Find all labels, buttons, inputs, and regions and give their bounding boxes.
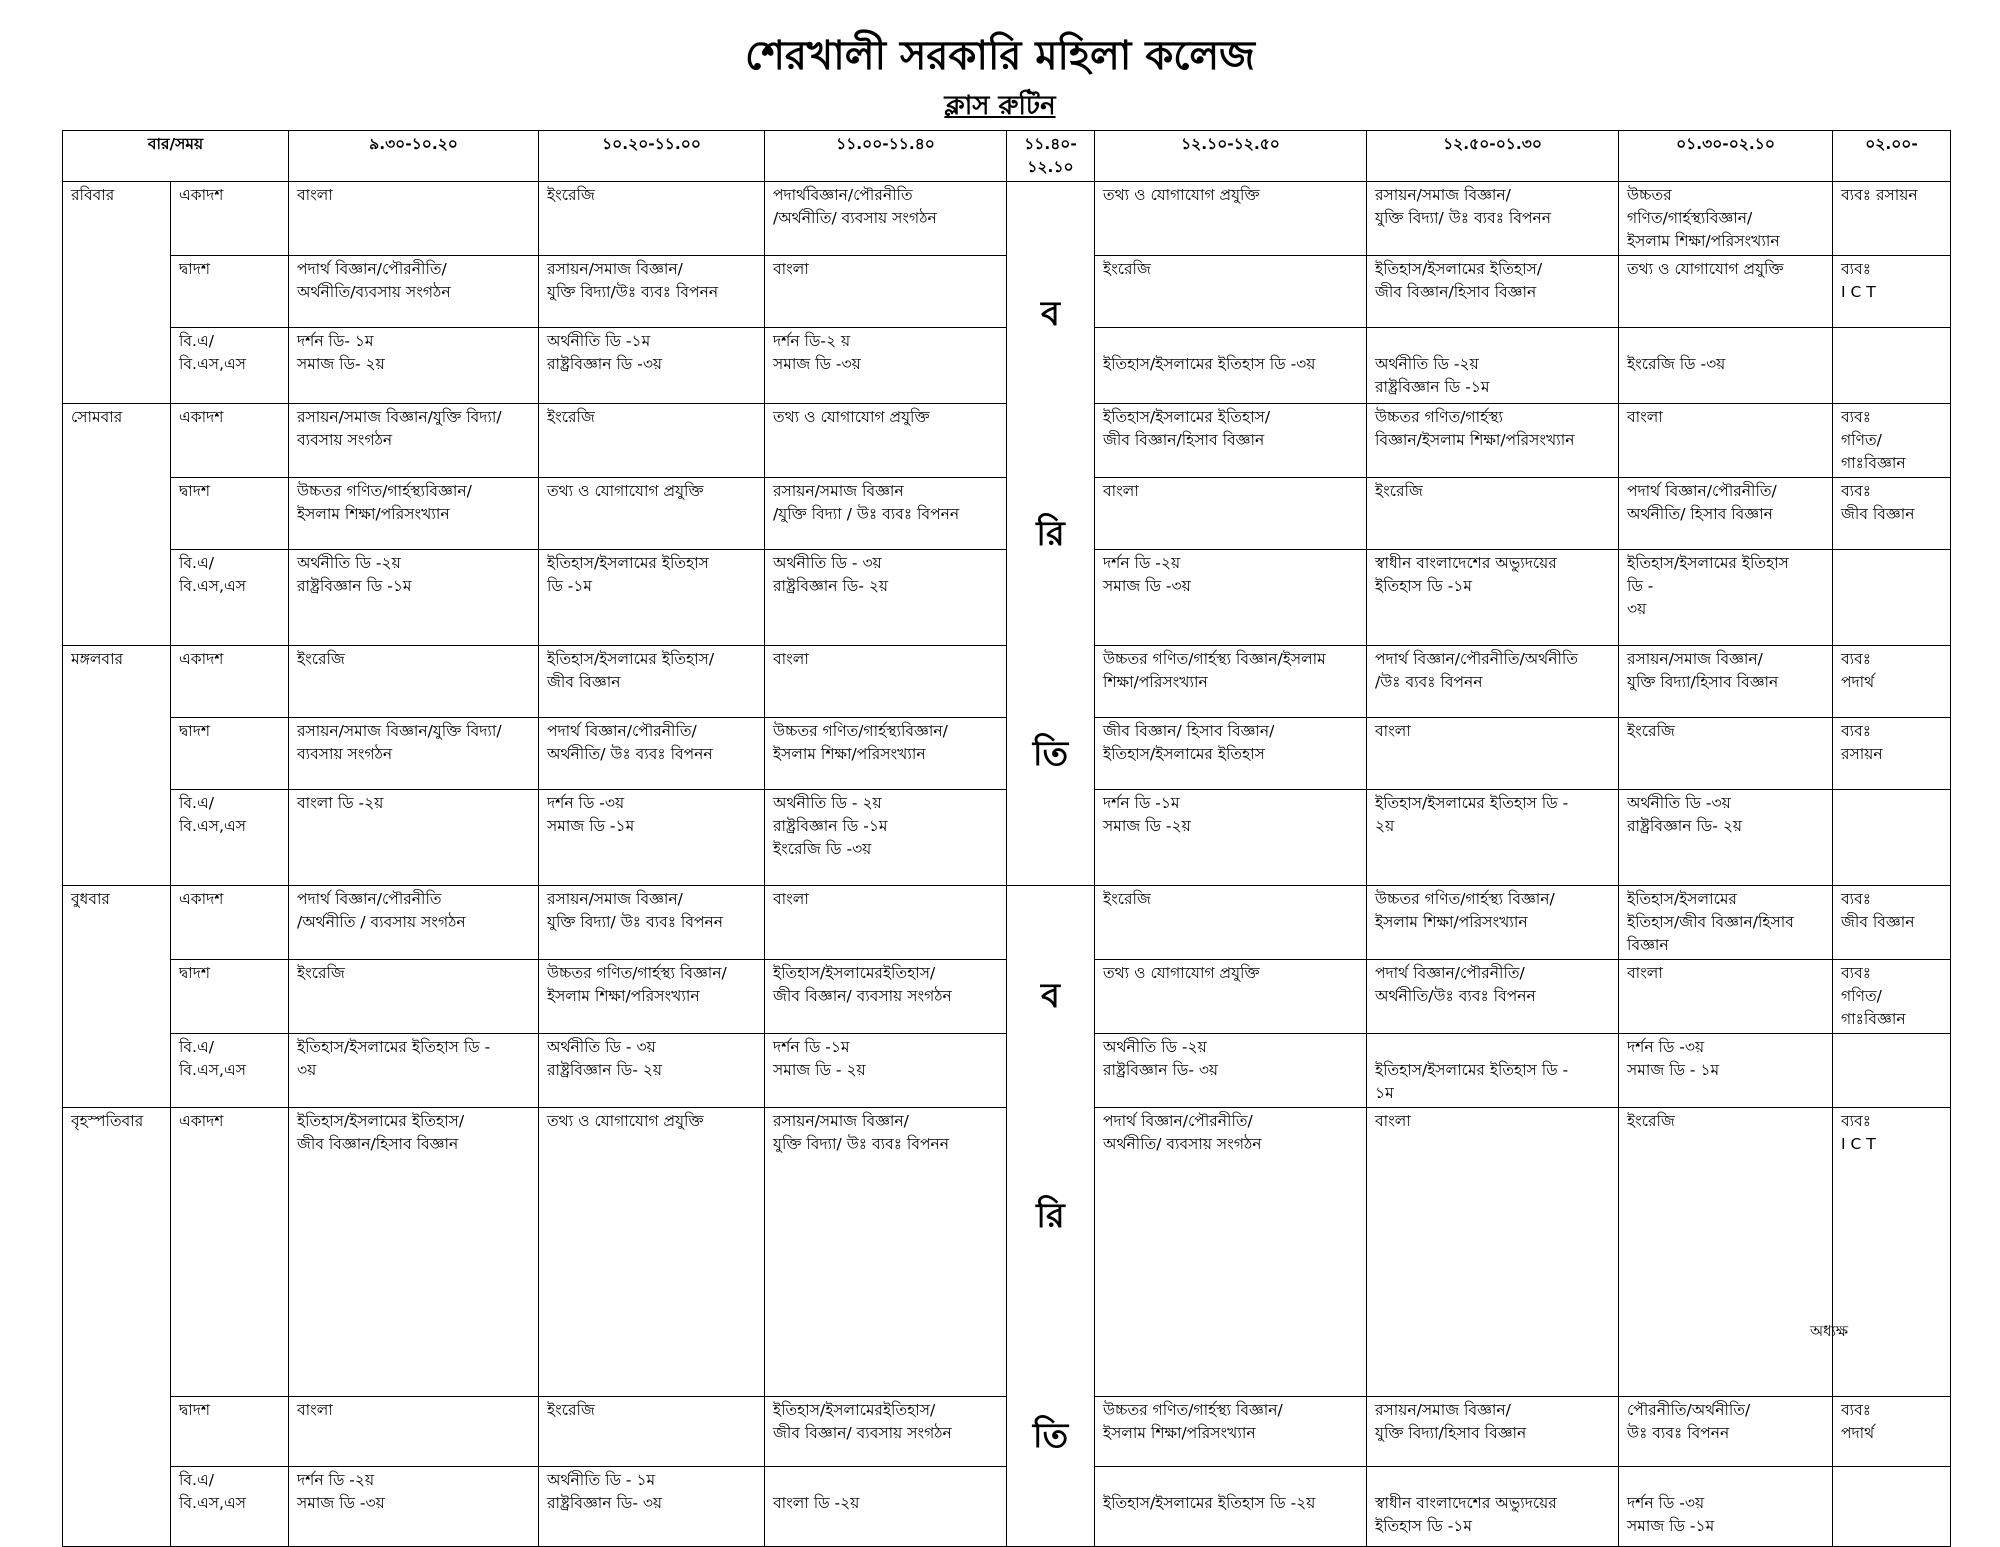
routine-cell: ইংরেজি (1619, 1108, 1833, 1397)
routine-cell: দর্শন ডি -১ম সমাজ ডি -২য় (1095, 790, 1367, 886)
routine-cell: পদার্থ বিজ্ঞান/পৌরনীতি/ অর্থনীতি/ উঃ ব্যবঃ বিপনন (539, 718, 765, 790)
routine-cell: রসায়ন/সমাজ বিজ্ঞান/যুক্তি বিদ্যা/ ব্যবসায় সংগঠন (289, 404, 539, 478)
routine-cell: পৌরনীতি/অর্থনীতি/ উঃ ব্যবঃ বিপনন (1619, 1397, 1833, 1467)
college-title: শেরখালী সরকারি মহিলা কলেজ (745, 33, 1255, 79)
routine-cell: পদার্থ বিজ্ঞান/পৌরনীতি/ অর্থনীতি/ব্যবসায় সংগঠন (289, 256, 539, 328)
routine-cell: ইংরেজি (1367, 478, 1619, 550)
routine-cell: ইতিহাস/ইসলামের ইতিহাস ডি -১ম (539, 550, 765, 646)
class-level-cell: বি.এ/ বি.এস,এস (171, 1034, 289, 1108)
routine-cell: দর্শন ডি-২ য় সমাজ ডি -৩য় (765, 328, 1007, 404)
routine-cell: ইতিহাস/ইসলামের ইতিহাস/ জীব বিজ্ঞান (539, 646, 765, 718)
break-letter: রি (1036, 513, 1065, 554)
routine-cell: ব্যবঃ রসায়ন (1833, 182, 1951, 256)
class-level-cell: দ্বাদশ (171, 478, 289, 550)
break-column-cell (1007, 182, 1095, 886)
class-level-cell: দ্বাদশ (171, 718, 289, 790)
table-row (63, 886, 1951, 960)
routine-cell: ব্যবঃ পদার্থ (1833, 1397, 1951, 1467)
routine-cell: ব্যবঃ I C T (1833, 256, 1951, 328)
routine-cell: জীব বিজ্ঞান/ হিসাব বিজ্ঞান/ ইতিহাস/ইসলামের ইতিহাস (1095, 718, 1367, 790)
routine-cell: স্বাধীন বাংলাদেশের অভ্যুদয়ের ইতিহাস ডি -১ম (1367, 550, 1619, 646)
table-row (63, 1397, 1951, 1467)
routine-cell: ব্যবঃ পদার্থ (1833, 646, 1951, 718)
routine-cell: ইতিহাস/ইসলামের ইতিহাস ডি - ৩য় (1619, 550, 1833, 646)
routine-cell: পদার্থ বিজ্ঞান/পৌরনীতি /অর্থনীতি / ব্যবসায় সংগঠন (289, 886, 539, 960)
routine-cell: রসায়ন/সমাজ বিজ্ঞান/ যুক্তি বিদ্যা/ উঃ ব্যবঃ বিপনন (765, 1108, 1007, 1397)
routine-cell: ব্যবঃ জীব বিজ্ঞান (1833, 886, 1951, 960)
break-letter: ব (1041, 976, 1060, 1016)
routine-cell: ইংরেজি (539, 1397, 765, 1467)
class-routine-table (62, 130, 1951, 1547)
day-name-cell: মঙ্গলবার (63, 646, 171, 886)
day-name-cell: সোমবার (63, 404, 171, 646)
table-row (63, 182, 1951, 256)
routine-cell: বাংলা (765, 646, 1007, 718)
routine-cell: উচ্চতর গণিত/গার্হস্থ্য বিজ্ঞান/ ইসলাম শিক্ষা/পরিসংখ্যান (1367, 886, 1619, 960)
routine-cell: তথ্য ও যোগাযোগ প্রযুক্তি (1095, 182, 1367, 256)
routine-cell: রসায়ন/সমাজ বিজ্ঞান/ যুক্তি বিদ্যা/হিসাব বিজ্ঞান (1619, 646, 1833, 718)
header-slot-3: ১১.০০-১১.৪০ (765, 131, 1007, 182)
principal-signature-label: অধ্যক্ষ (1810, 1322, 1848, 1340)
routine-cell: অর্থনীতি ডি - ৩য় রাষ্ট্রবিজ্ঞান ডি- ২য় (765, 550, 1007, 646)
routine-cell: অর্থনীতি ডি - ১ম রাষ্ট্রবিজ্ঞান ডি- ৩য় (539, 1467, 765, 1547)
routine-cell: রসায়ন/সমাজ বিজ্ঞান/যুক্তি বিদ্যা/ ব্যবসায় সংগঠন (289, 718, 539, 790)
routine-cell: অর্থনীতি ডি -৩য় রাষ্ট্রবিজ্ঞান ডি- ২য় (1619, 790, 1833, 886)
class-level-cell: দ্বাদশ (171, 256, 289, 328)
table-row (63, 646, 1951, 718)
table-row (63, 478, 1951, 550)
routine-cell: তথ্য ও যোগাযোগ প্রযুক্তি (539, 1108, 765, 1397)
routine-cell: ইতিহাস/ইসলামের ইতিহাস/ জীব বিজ্ঞান/হিসাব বিজ্ঞান (1367, 256, 1619, 328)
routine-cell: বাংলা (289, 182, 539, 256)
routine-cell: ইতিহাস/ইসলামের ইতিহাস ডি -২য় (1095, 1467, 1367, 1547)
routine-cell: উচ্চতর গণিত/গার্হস্থ্য বিজ্ঞান/ইসলাম শিক্ষা/পরিসংখ্যান (1367, 404, 1619, 478)
routine-cell: ব্যবঃ রসায়ন (1833, 718, 1951, 790)
table-row (63, 1034, 1951, 1108)
class-level-cell: দ্বাদশ (171, 960, 289, 1034)
table-row (63, 550, 1951, 646)
class-level-cell: বি.এ/ বি.এস,এস (171, 1467, 289, 1547)
routine-cell: দর্শন ডি -৩য় সমাজ ডি - ১ম (1619, 1034, 1833, 1108)
routine-cell: বাংলা (1619, 404, 1833, 478)
class-level-cell: একাদশ (171, 404, 289, 478)
routine-cell: বাংলা (1367, 1108, 1619, 1397)
header-break: ১১.৪০- ১২.১০ (1007, 131, 1095, 182)
class-level-cell: বি.এ/ বি.এস,এস (171, 790, 289, 886)
routine-cell: ইতিহাস/ইসলামের ইতিহাস/ জীব বিজ্ঞান/হিসাব বিজ্ঞান (289, 1108, 539, 1397)
table-body (63, 182, 1951, 1547)
routine-cell: স্বাধীন বাংলাদেশের অভ্যুদয়ের ইতিহাস ডি -১ম (1367, 1467, 1619, 1547)
routine-cell: তথ্য ও যোগাযোগ প্রযুক্তি (1095, 960, 1367, 1034)
routine-cell: উচ্চতর গণিত/গার্হস্থ্যবিজ্ঞান/ ইসলাম শিক্ষা/পরিসংখ্যান (289, 478, 539, 550)
class-level-cell: একাদশ (171, 182, 289, 256)
routine-cell: পদার্থ বিজ্ঞান/পৌরনীতি/ অর্থনীতি/ হিসাব বিজ্ঞান (1619, 478, 1833, 550)
routine-cell: বাংলা (1095, 478, 1367, 550)
routine-cell: ব্যবঃ গণিত/ গাঃবিজ্ঞান (1833, 404, 1951, 478)
routine-cell: ইংরেজি (1619, 718, 1833, 790)
table-row (63, 256, 1951, 328)
routine-cell (1833, 328, 1951, 404)
routine-cell: ইতিহাস/ইসলামের ইতিহাস/ জীব বিজ্ঞান/হিসাব বিজ্ঞান (1095, 404, 1367, 478)
routine-cell: অর্থনীতি ডি -১ম রাষ্ট্রবিজ্ঞান ডি -৩য় (539, 328, 765, 404)
routine-cell: রসায়ন/সমাজ বিজ্ঞান/ যুক্তি বিদ্যা/হিসাব বিজ্ঞান (1367, 1397, 1619, 1467)
break-letter: ব (1041, 293, 1060, 334)
routine-cell: ইতিহাস/ইসলামেরইতিহাস/ জীব বিজ্ঞান/ ব্যবসায় সংগঠন (765, 960, 1007, 1034)
routine-cell: উচ্চতর গণিত/গার্হস্থ্যবিজ্ঞান/ ইসলাম শিক্ষা/পরিসংখ্যান (765, 718, 1007, 790)
routine-cell: ইংরেজি (289, 960, 539, 1034)
routine-cell: অর্থনীতি ডি -২য় রাষ্ট্রবিজ্ঞান ডি -১ম (1367, 328, 1619, 404)
class-level-cell: দ্বাদশ (171, 1397, 289, 1467)
routine-cell: অর্থনীতি ডি - ২য় রাষ্ট্রবিজ্ঞান ডি -১ম ইংরেজি ডি -৩য় (765, 790, 1007, 886)
routine-cell: ব্যবঃ জীব বিজ্ঞান (1833, 478, 1951, 550)
routine-cell: রসায়ন/সমাজ বিজ্ঞান/ যুক্তি বিদ্যা/ উঃ ব্যবঃ বিপনন (1367, 182, 1619, 256)
routine-cell: দর্শন ডি -২য় সমাজ ডি -৩য় (1095, 550, 1367, 646)
day-name-cell: রবিবার (63, 182, 171, 404)
table-row (63, 1108, 1951, 1397)
break-letter: তি (1032, 1416, 1069, 1456)
class-level-cell: বি.এ/ বি.এস,এস (171, 328, 289, 404)
routine-cell: বাংলা ডি -২য় (289, 790, 539, 886)
routine-cell: অর্থনীতি ডি - ৩য় রাষ্ট্রবিজ্ঞান ডি- ২য় (539, 1034, 765, 1108)
routine-cell: পদার্থ বিজ্ঞান/পৌরনীতি/ অর্থনীতি/উঃ ব্যবঃ বিপনন (1367, 960, 1619, 1034)
routine-cell: অর্থনীতি ডি -২য় রাষ্ট্রবিজ্ঞান ডি- ৩য় (1095, 1034, 1367, 1108)
routine-cell (1833, 1467, 1951, 1547)
routine-cell: রসায়ন/সমাজ বিজ্ঞান/ যুক্তি বিদ্যা/ উঃ ব্যবঃ বিপনন (539, 886, 765, 960)
routine-cell: দর্শন ডি- ১ম সমাজ ডি- ২য় (289, 328, 539, 404)
header-slot-5: ১২.৫০-০১.৩০ (1367, 131, 1619, 182)
break-letter: রি (1036, 1196, 1065, 1236)
header-slot-4: ১২.১০-১২.৫০ (1095, 131, 1367, 182)
table-row (63, 790, 1951, 886)
routine-cell: ইংরেজি ডি -৩য় (1619, 328, 1833, 404)
routine-cell: ইতিহাস/ইসলামের ইতিহাস ডি - ৩য় (289, 1034, 539, 1108)
routine-cell: ইংরেজি (1095, 256, 1367, 328)
table-header (63, 131, 1951, 182)
header-slot-6: ০১.৩০-০২.১০ (1619, 131, 1833, 182)
routine-cell: ইতিহাস/ইসলামেরইতিহাস/ জীব বিজ্ঞান/ ব্যবসায় সংগঠন (765, 1397, 1007, 1467)
routine-cell: তথ্য ও যোগাযোগ প্রযুক্তি (1619, 256, 1833, 328)
routine-cell: উচ্চতর গণিত/গার্হস্থ্য বিজ্ঞান/ ইসলাম শিক্ষা/পরিসংখ্যান (1095, 1397, 1367, 1467)
routine-cell: ইংরেজি (539, 404, 765, 478)
routine-cell: ইংরেজি (539, 182, 765, 256)
day-name-cell: বুধবার (63, 886, 171, 1108)
routine-cell: দর্শন ডি -২য় সমাজ ডি -৩য় (289, 1467, 539, 1547)
table-row (63, 718, 1951, 790)
routine-cell: ইতিহাস/ইসলামের ইতিহাস ডি -৩য় (1095, 328, 1367, 404)
routine-subtitle (0, 88, 2000, 124)
table-row (63, 328, 1951, 404)
table-row (63, 960, 1951, 1034)
header-slot-7: ০২.০০- (1833, 131, 1951, 182)
routine-cell: ব্যবঃ গণিত/ গাঃবিজ্ঞান (1833, 960, 1951, 1034)
routine-cell: ইতিহাস/ইসলামের ইতিহাস/জীব বিজ্ঞান/হিসাব বিজ্ঞান (1619, 886, 1833, 960)
class-level-cell: বি.এ/ বি.এস,এস (171, 550, 289, 646)
routine-cell: পদার্থ বিজ্ঞান/পৌরনীতি/অর্থনীতি /উঃ ব্যবঃ বিপনন (1367, 646, 1619, 718)
header-slot-1: ৯.৩০-১০.২০ (289, 131, 539, 182)
routine-cell: ব্যবঃ I C T (1833, 1108, 1951, 1397)
table-row (63, 404, 1951, 478)
routine-cell: বাংলা (765, 886, 1007, 960)
routine-cell: বাংলা (289, 1397, 539, 1467)
break-column-cell (1007, 886, 1095, 1547)
break-letter: তি (1032, 733, 1069, 774)
routine-cell: ইংরেজি (289, 646, 539, 718)
routine-cell: পদার্থ বিজ্ঞান/পৌরনীতি/ অর্থনীতি/ ব্যবসায় সংগঠন (1095, 1108, 1367, 1397)
header-row (63, 131, 1951, 182)
routine-cell: তথ্য ও যোগাযোগ প্রযুক্তি (765, 404, 1007, 478)
routine-cell: তথ্য ও যোগাযোগ প্রযুক্তি (539, 478, 765, 550)
routine-cell: ইতিহাস/ইসলামের ইতিহাস ডি - ১ম (1367, 1034, 1619, 1108)
class-level-cell: একাদশ (171, 886, 289, 960)
routine-cell: ইংরেজি (1095, 886, 1367, 960)
routine-cell: উচ্চতর গণিত/গার্হস্থ্যবিজ্ঞান/ ইসলাম শিক্ষা/পরিসংখ্যান (1619, 182, 1833, 256)
routine-cell: ইতিহাস/ইসলামের ইতিহাস ডি - ২য় (1367, 790, 1619, 886)
table-row (63, 1467, 1951, 1547)
header-day-time: বার/সময় (63, 131, 289, 182)
routine-cell: অর্থনীতি ডি -২য় রাষ্ট্রবিজ্ঞান ডি -১ম (289, 550, 539, 646)
routine-cell: উচ্চতর গণিত/গার্হস্থ্য বিজ্ঞান/ইসলাম শিক্ষা/পরিসংখ্যান (1095, 646, 1367, 718)
routine-cell: বাংলা (765, 256, 1007, 328)
routine-cell: দর্শন ডি -১ম সমাজ ডি - ২য় (765, 1034, 1007, 1108)
routine-cell: দর্শন ডি -৩য় সমাজ ডি -১ম (539, 790, 765, 886)
header-slot-2: ১০.২০-১১.০০ (539, 131, 765, 182)
class-level-cell: একাদশ (171, 1108, 289, 1397)
class-level-cell: একাদশ (171, 646, 289, 718)
routine-cell (1833, 790, 1951, 886)
routine-cell: বাংলা (1367, 718, 1619, 790)
routine-subtitle-text: ক্লাস রুটিন (944, 91, 1056, 121)
routine-cell: বাংলা ডি -২য় (765, 1467, 1007, 1547)
routine-cell (1833, 550, 1951, 646)
routine-cell: দর্শন ডি -৩য় সমাজ ডি -১ম (1619, 1467, 1833, 1547)
routine-cell: পদার্থবিজ্ঞান/পৌরনীতি /অর্থনীতি/ ব্যবসায় সংগঠন (765, 182, 1007, 256)
routine-cell (1833, 1034, 1951, 1108)
routine-cell: রসায়ন/সমাজ বিজ্ঞান /যুক্তি বিদ্যা / উঃ ব্যবঃ বিপনন (765, 478, 1007, 550)
routine-cell: রসায়ন/সমাজ বিজ্ঞান/ যুক্তি বিদ্যা/উঃ ব্যবঃ বিপনন (539, 256, 765, 328)
routine-cell: উচ্চতর গণিত/গার্হস্থ্য বিজ্ঞান/ ইসলাম শিক্ষা/পরিসংখ্যান (539, 960, 765, 1034)
day-name-cell: বৃহস্পতিবার (63, 1108, 171, 1547)
routine-cell: বাংলা (1619, 960, 1833, 1034)
